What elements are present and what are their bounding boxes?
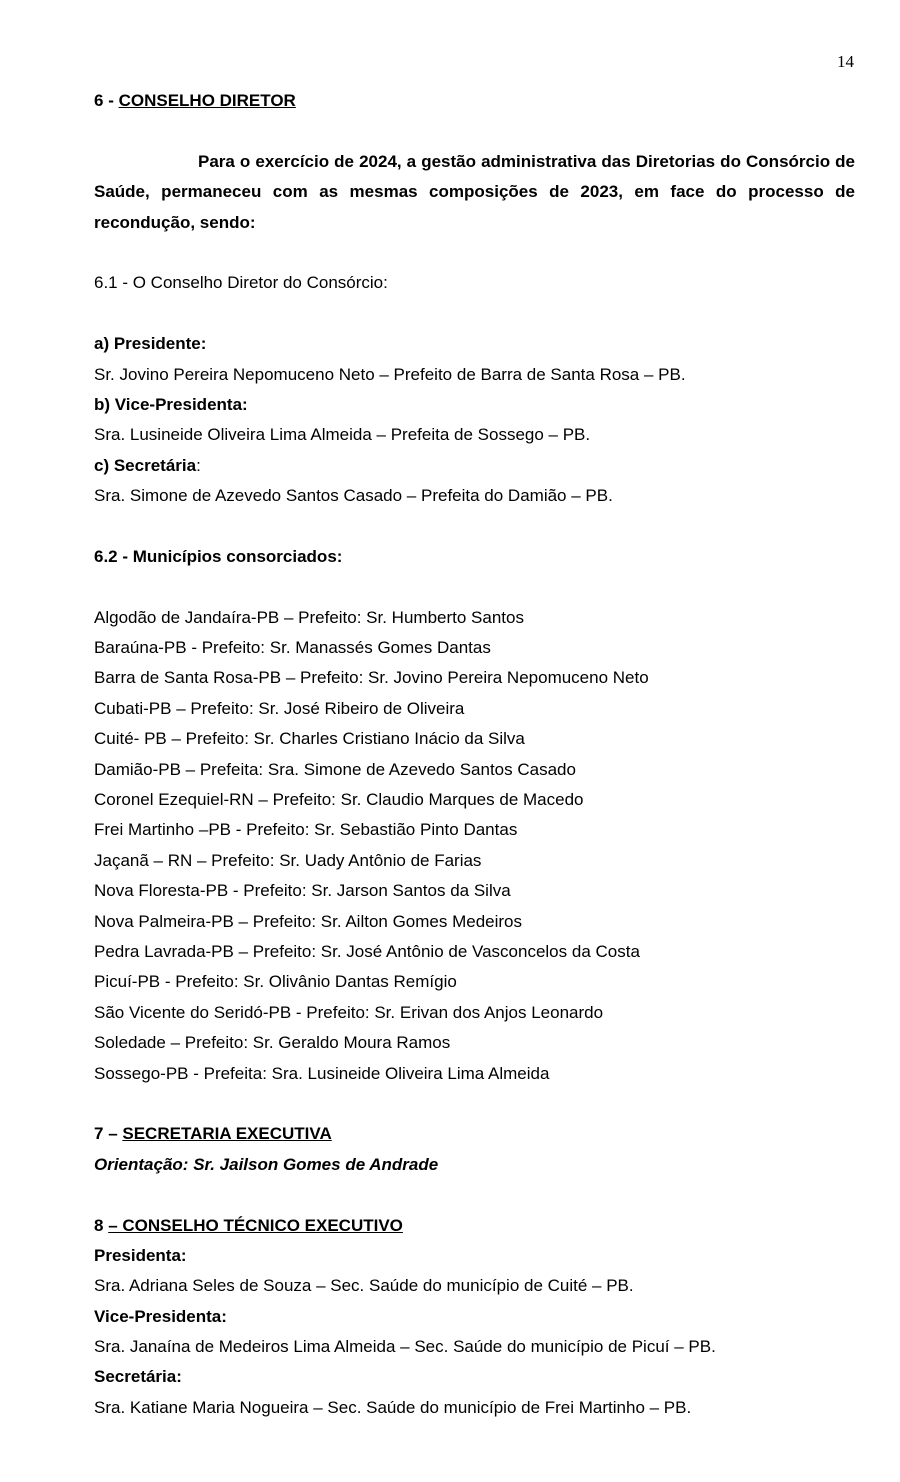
council-role-person-president: Sra. Adriana Seles de Souza – Sec. Saúde do município de Cuité – PB. <box>94 1276 634 1296</box>
list-item: Coronel Ezequiel-RN – Prefeito: Sr. Claudio Marques de Macedo <box>94 790 584 810</box>
list-item: Sossego-PB - Prefeita: Sra. Lusineide Oliveira Lima Almeida <box>94 1063 550 1083</box>
section-7-heading <box>94 1119 855 1149</box>
list-item: Pedra Lavrada-PB – Prefeito: Sr. José Antônio de Vasconcelos da Costa <box>94 941 640 961</box>
list-item: São Vicente do Seridó-PB - Prefeito: Sr. Erivan dos Anjos Leonardo <box>94 1002 604 1022</box>
role-label-vice-president: b) Vice-Presidenta: <box>94 394 248 414</box>
role-label-secretary-text: c) Secretária <box>94 455 197 475</box>
council-role-person-secretary: Sra. Katiane Maria Nogueira – Sec. Saúde do município de Frei Martinho – PB. <box>94 1397 692 1417</box>
role-label-secretary <box>94 451 855 481</box>
section-8-number: 8 <box>94 1215 104 1235</box>
page-number: 14 <box>837 52 854 71</box>
list-item: Frei Martinho –PB - Prefeito: Sr. Sebastião Pinto Dantas <box>94 820 518 840</box>
list-item: Baraúna-PB - Prefeito: Sr. Manassés Gomes Dantas <box>94 638 491 658</box>
role-person-president: Sr. Jovino Pereira Nepomuceno Neto – Prefeito de Barra de Santa Rosa – PB. <box>94 364 686 384</box>
list-item: Soledade – Prefeito: Sr. Geraldo Moura Ramos <box>94 1033 451 1053</box>
subsection-6-2-heading: 6.2 - Municípios consorciados: <box>94 546 343 566</box>
role-label-president: a) Presidente: <box>94 334 207 354</box>
section-8-heading <box>94 1211 855 1241</box>
section-7-title: SECRETARIA EXECUTIVA <box>122 1124 332 1144</box>
list-item: Damião-PB – Prefeita: Sra. Simone de Azevedo Santos Casado <box>94 759 576 779</box>
section-7-number: 7 <box>94 1124 104 1144</box>
section-6-dash: - <box>103 91 119 110</box>
list-item: Nova Palmeira-PB – Prefeito: Sr. Ailton Gomes Medeiros <box>94 911 523 931</box>
list-item: Barra de Santa Rosa-PB – Prefeito: Sr. Jovino Pereira Nepomuceno Neto <box>94 668 649 688</box>
role-person-vice-president: Sra. Lusineide Oliveira Lima Almeida – Prefeita de Sossego – PB. <box>94 425 591 445</box>
document-body <box>94 86 855 1423</box>
list-item: Jaçanã – RN – Prefeito: Sr. Uady Antônio de Farias <box>94 850 482 870</box>
list-item: Nova Floresta-PB - Prefeito: Sr. Jarson Santos da Silva <box>94 881 511 901</box>
council-role-label-vice-president: Vice-Presidenta: <box>94 1306 227 1326</box>
role-person-secretary: Sra. Simone de Azevedo Santos Casado – Prefeita do Damião – PB. <box>94 486 613 506</box>
council-role-label-secretary: Secretária: <box>94 1367 182 1387</box>
council-role-label-president: Presidenta: <box>94 1245 187 1265</box>
section-6-intro-paragraph <box>94 147 855 238</box>
section-7-orientation: Orientação: Sr. Jailson Gomes de Andrade <box>94 1154 439 1174</box>
section-7-dash: – <box>103 1124 123 1144</box>
role-label-secretary-punct: : <box>196 455 201 475</box>
municipalities-list <box>94 603 855 1089</box>
list-item: Algodão de Jandaíra-PB – Prefeito: Sr. Humberto Santos <box>94 607 524 627</box>
section-8-title: – CONSELHO TÉCNICO EXECUTIVO <box>108 1215 403 1235</box>
section-6-intro-text: Para o exercício de 2024, a gestão administrativa das Diretorias do Consórcio de Saúde, permaneceu com as mesmas composições de 2023, em face do processo de recondução, sendo: <box>94 151 855 232</box>
section-6-number: 6 <box>94 91 104 110</box>
list-item: Cuité- PB – Prefeito: Sr. Charles Cristiano Inácio da Silva <box>94 729 525 749</box>
council-role-person-vice-president: Sra. Janaína de Medeiros Lima Almeida – Sec. Saúde do município de Picuí – PB. <box>94 1337 716 1357</box>
section-6-heading <box>94 86 855 116</box>
list-item: Cubati-PB – Prefeito: Sr. José Ribeiro de Oliveira <box>94 698 465 718</box>
list-item: Picuí-PB - Prefeito: Sr. Olivânio Dantas Remígio <box>94 972 457 992</box>
subsection-6-1-heading: 6.1 - O Conselho Diretor do Consórcio: <box>94 273 388 293</box>
section-6-title: CONSELHO DIRETOR <box>118 91 296 110</box>
